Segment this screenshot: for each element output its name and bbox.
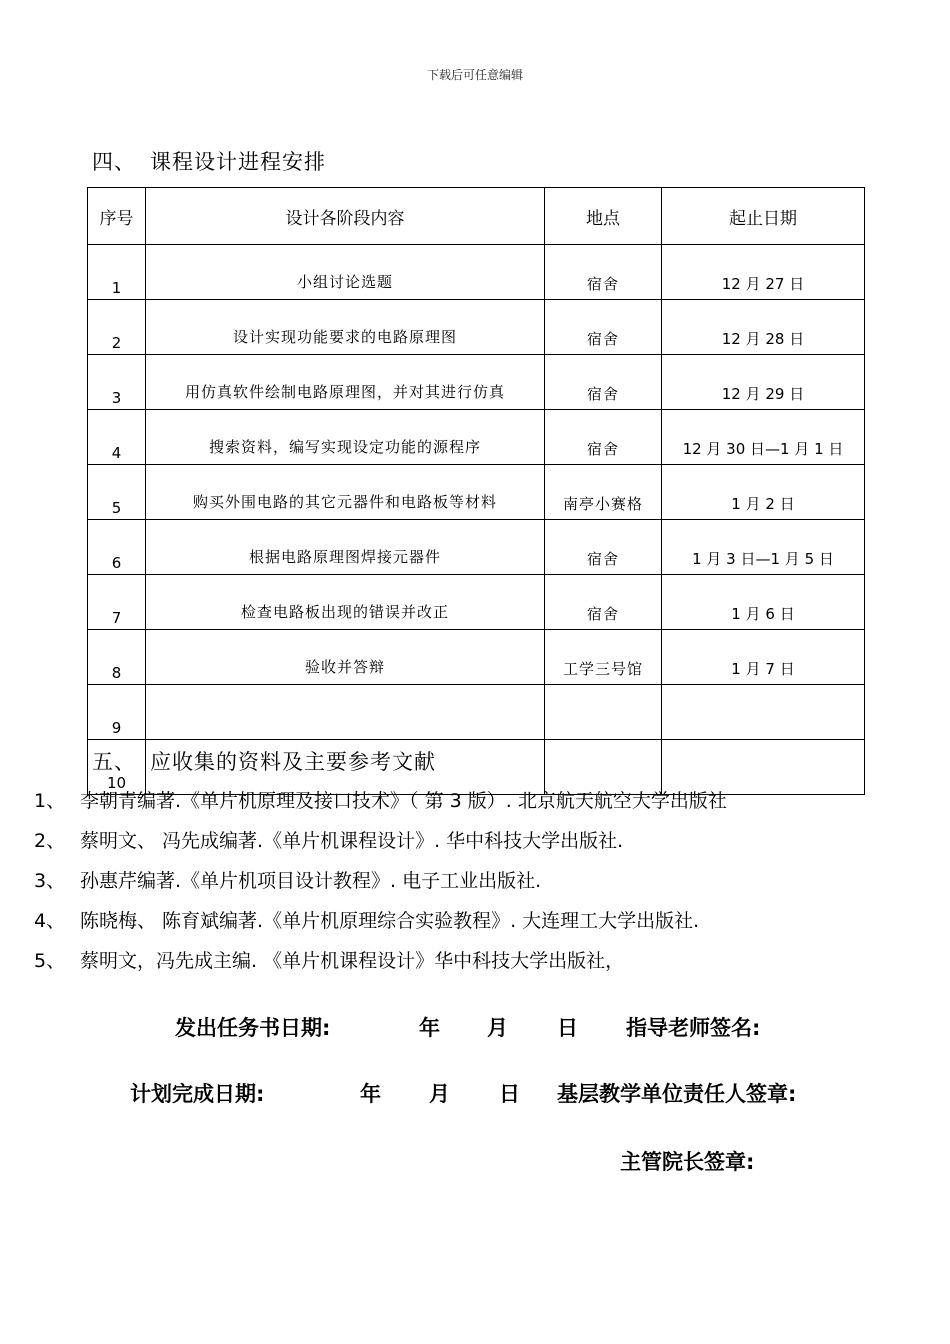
table-row [88, 520, 865, 575]
row-number-text: 9 [111, 719, 122, 737]
row-content-text: 设计实现功能要求的电路原理图 [232, 328, 457, 346]
table-row [88, 245, 865, 300]
row-place-text: 工学三号馆 [562, 660, 643, 678]
reference-list [34, 786, 727, 986]
unit-head-signature-label: 基层教学单位责任人签章: [557, 1082, 797, 1106]
table-header-row [88, 188, 865, 245]
row-content-text: 用仿真软件绘制电路原理图，并对其进行仿真 [184, 383, 505, 401]
row-number-text: 8 [111, 664, 122, 682]
row-number-text: 5 [111, 499, 122, 517]
row-number-text: 6 [111, 554, 122, 572]
row-place [545, 410, 662, 465]
row-date [662, 300, 865, 355]
row-content [146, 245, 545, 300]
row-number [88, 630, 146, 685]
row-date-text: 1 月 2 日 [731, 495, 795, 513]
section-5-title: 应收集的资料及主要参考文献 [150, 750, 436, 774]
row-content-text: 验收并答辩 [304, 658, 385, 676]
row-date-text: 12 月 27 日 [721, 275, 805, 293]
row-date [662, 410, 865, 465]
row-date-text: 12 月 29 日 [721, 385, 805, 403]
row-content [146, 685, 545, 740]
section-4-title: 课程设计进程安排 [150, 150, 326, 174]
header-content: 设计各阶段内容 [146, 188, 545, 245]
plan-date-label: 计划完成日期: [130, 1082, 265, 1106]
row-place [545, 355, 662, 410]
row-place [545, 300, 662, 355]
row-number [88, 245, 146, 300]
header-date: 起止日期 [662, 188, 865, 245]
schedule-table [87, 187, 865, 795]
reference-text: 陈晓梅、 陈育斌编著.《单片机原理综合实验教程》. 大连理工大学出版社. [80, 910, 700, 932]
row-place [545, 465, 662, 520]
section-5-heading [92, 746, 436, 776]
row-place [545, 245, 662, 300]
row-place [545, 575, 662, 630]
row-content [146, 465, 545, 520]
reference-text: 李朝青编著.《单片机原理及接口技术》（ 第 3 版）. 北京航天航空大学出版社 [80, 790, 727, 812]
row-number [88, 575, 146, 630]
row-date [662, 630, 865, 685]
reference-index: 2、 [34, 830, 66, 852]
header-no: 序号 [88, 188, 146, 245]
plan-date-line [0, 1078, 950, 1108]
row-date [662, 520, 865, 575]
row-number-text: 2 [111, 334, 122, 352]
row-content [146, 630, 545, 685]
reference-index: 4、 [34, 910, 66, 932]
reference-text: 蔡明文、 冯先成编著.《单片机课程设计》. 华中科技大学出版社. [80, 830, 624, 852]
row-content [146, 300, 545, 355]
section-5-number: 五、 [92, 750, 136, 774]
header-note: 下载后可任意编辑 [426, 68, 523, 82]
plan-month-label: 月 [429, 1082, 450, 1106]
row-date [662, 685, 865, 740]
reference-text: 孙惠芹编著.《单片机项目设计教程》. 电子工业出版社. [80, 870, 542, 892]
issue-day-label: 日 [557, 1016, 578, 1040]
row-number [88, 520, 146, 575]
table-row [88, 410, 865, 465]
plan-day-label: 日 [499, 1082, 520, 1106]
row-number-text: 10 [106, 774, 127, 792]
dean-signature-label: 主管院长签章: [620, 1150, 755, 1174]
row-number [88, 465, 146, 520]
plan-year-label: 年 [360, 1082, 381, 1106]
table-row [88, 465, 865, 520]
row-number-text: 3 [111, 389, 122, 407]
row-content [146, 520, 545, 575]
row-place-text: 南亭小赛格 [562, 495, 643, 513]
row-content-text: 搜索资料，编写实现设定功能的源程序 [208, 438, 481, 456]
row-number [88, 355, 146, 410]
row-content [146, 410, 545, 465]
issue-year-label: 年 [419, 1016, 440, 1040]
reference-index: 3、 [34, 870, 66, 892]
row-place-text: 宿舍 [586, 605, 619, 623]
row-place-text: 宿舍 [586, 385, 619, 403]
row-date [662, 575, 865, 630]
advisor-signature-label: 指导老师签名: [626, 1016, 761, 1040]
reference-item [34, 826, 727, 866]
issue-date-label: 发出任务书日期: [175, 1016, 331, 1040]
issue-date-line [0, 1012, 950, 1042]
row-content-text: 小组讨论选题 [296, 273, 393, 291]
reference-item [34, 786, 727, 826]
row-date-text: 12 月 30 日—1 月 1 日 [682, 440, 844, 458]
row-date-text: 1 月 3 日—1 月 5 日 [692, 550, 834, 568]
dean-line [0, 1146, 950, 1176]
reference-item [34, 906, 727, 946]
reference-index: 1、 [34, 790, 66, 812]
row-content [146, 355, 545, 410]
row-date-text: 12 月 28 日 [721, 330, 805, 348]
row-date [662, 245, 865, 300]
row-place-text: 宿舍 [586, 330, 619, 348]
row-place [545, 630, 662, 685]
row-place [545, 685, 662, 740]
row-place-text: 宿舍 [586, 440, 619, 458]
row-place-text: 宿舍 [586, 275, 619, 293]
table-row [88, 575, 865, 630]
row-date [662, 465, 865, 520]
section-4-heading [92, 146, 326, 176]
row-date-text: 1 月 7 日 [731, 660, 795, 678]
row-number [88, 685, 146, 740]
reference-item [34, 946, 727, 986]
row-place [545, 520, 662, 575]
row-number-text: 7 [111, 609, 122, 627]
row-content-text: 购买外围电路的其它元器件和电路板等材料 [192, 493, 497, 511]
row-date [662, 355, 865, 410]
reference-index: 5、 [34, 950, 66, 972]
row-content [146, 575, 545, 630]
row-date-text: 1 月 6 日 [731, 605, 795, 623]
issue-month-label: 月 [487, 1016, 508, 1040]
header-place: 地点 [545, 188, 662, 245]
reference-item [34, 866, 727, 906]
table-row [88, 630, 865, 685]
section-4-number: 四、 [92, 150, 136, 174]
row-content-text: 检查电路板出现的错误并改正 [240, 603, 449, 621]
table-row [88, 685, 865, 740]
row-content-text: 根据电路原理图焊接元器件 [248, 548, 441, 566]
row-number-text: 1 [111, 279, 122, 297]
reference-text: 蔡明文，冯先成主编. 《单片机课程设计》华中科技大学出版社， [80, 950, 625, 972]
table-row [88, 300, 865, 355]
row-place-text: 宿舍 [586, 550, 619, 568]
row-number-text: 4 [111, 444, 122, 462]
row-number [88, 410, 146, 465]
table-row [88, 355, 865, 410]
row-number [88, 300, 146, 355]
